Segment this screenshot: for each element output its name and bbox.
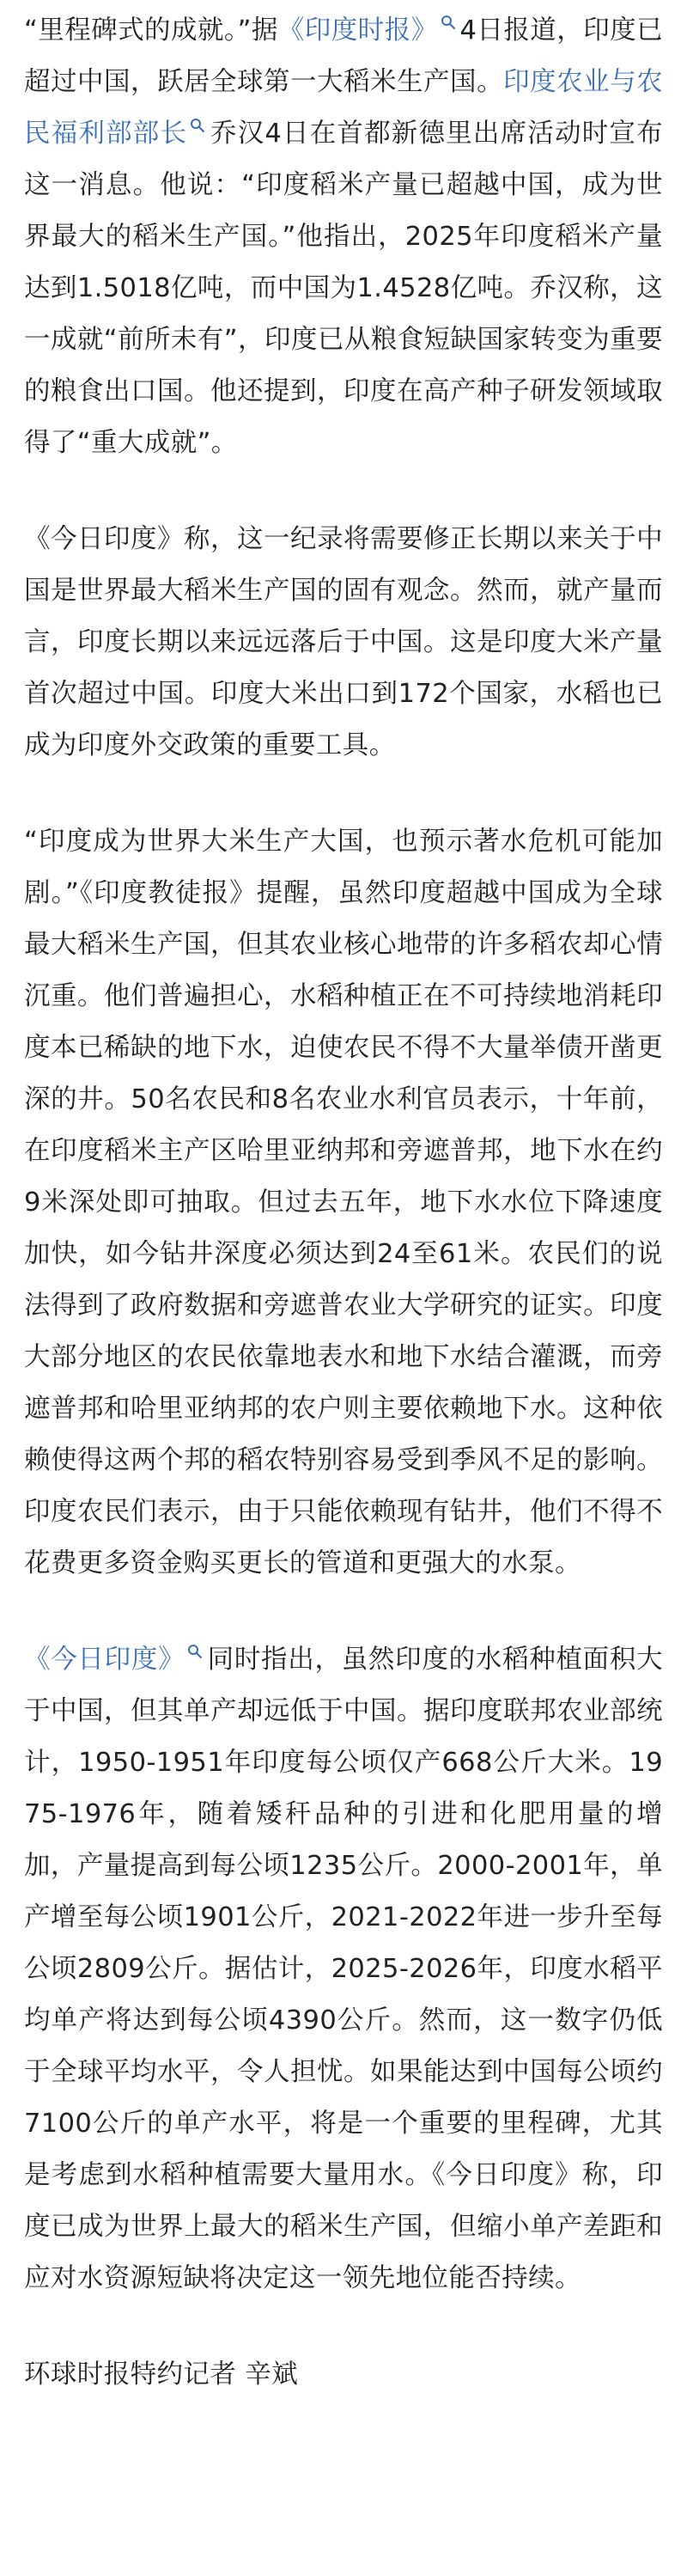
search-icon[interactable] [186,1643,204,1660]
search-icon[interactable] [189,117,206,134]
source-link-times-of-india[interactable]: 《印度时报》 [277,15,438,46]
paragraph-4 [24,1634,663,2304]
paragraph-1-after-source: 4日报道，印度已超过中国，跃居全球第一大稻米生产国。 [24,15,663,97]
paragraph-1 [24,5,663,469]
search-icon[interactable] [440,14,457,31]
paragraph-1-body: 乔汉4日在首都新德里出席活动时宣布这一消息。他说：“印度稻米产量已超越中国，成为世界最大的稻米生产国。”他指出，2025年印度稻米产量达到1.5018亿吨，而中国为1.4528亿吨。乔汉称，这一成就“前所未有”，印度已从粮食短缺国家转变为重要的粮食出口国。他还提到，印度在高产种子研发领域取得了“重大成就”。 [24,119,663,458]
ministry-link[interactable]: 印度农业与农民福利部部长 [24,67,663,149]
paragraph-3: “印度成为世界大米生产大国，也预示著水危机可能加剧。”《印度教徒报》提醒，虽然印度超越中国成为全球最大稻米生产国，但其农业核心地带的许多稻农却心情沉重。他们普遍担心，水稻种植正在不可持续地消耗印度本已稀缺的地下水，迫使农民不得不大量举债开凿更深的井。50名农民和8名农业水利官员表示，十年前，在印度稻米主产区哈里亚纳邦和旁遮普邦，地下水在约9米深处即可抽取。但过去五年，地下水水位下降速度加快，如今钻井深度必须达到24至61米。农民们的说法得到了政府数据和旁遮普农业大学研究的证实。印度大部分地区的农民依靠地表水和地下水结合灌溉，而旁遮普邦和哈里亚纳邦的农户则主要依赖地下水。这种依赖使得这两个邦的稻农特别容易受到季风不足的影响。印度农民们表示，由于只能依赖现有钻井，他们不得不花费更多资金购买更长的管道和更强大的水泵。 [24,827,663,1578]
byline: 环球时报特约记者 辛斌 [24,2359,299,2390]
paragraph-4-body: 同时指出，虽然印度的水稻种植面积大于中国，但其单产却远低于中国。据印度联邦农业部统计，1950-1951年印度每公顷仅产668公斤大米。1975-1976年，随着矮秆品种的引进和化肥用量的增加，产量提高到每公顷1235公斤。2000-2001年，单产增至每公顷1901公斤，2021-2022年进一步升至每公顷2809公斤。据估计，2025-2026年，印度水稻平均单产将达到每公顷4390公斤。然而，这一数字仍低于全球平均水平，令人担忧。如果能达到中国每公顷约7100公斤的单产水平，将是一个重要的里程碑，尤其是考虑到水稻种植需要大量用水。《今日印度》称，印度已成为世界上最大的稻米生产国，但缩小单产差距和应对水资源短缺将决定这一领先地位能否持续。 [24,1645,663,2293]
paragraph-2: 《今日印度》称，这一纪录将需要修正长期以来关于中国是世界最大稻米生产国的固有观念。然而，就产量而言，印度长期以来远远落后于中国。这是印度大米产量首次超过中国。印度大米出口到172个国家，水稻也已成为印度外交政策的重要工具。 [24,524,663,760]
paragraph-1-lead: “里程碑式的成就。”据 [24,15,278,46]
source-link-india-today[interactable]: 《今日印度》 [24,1645,185,1675]
